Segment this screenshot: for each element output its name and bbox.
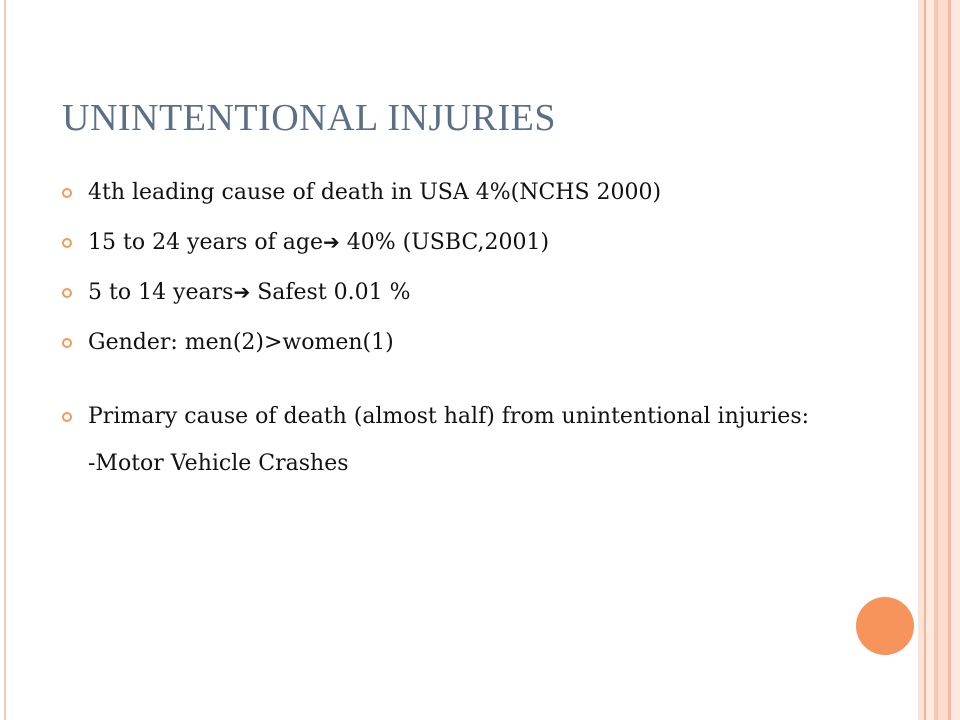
bullet-text: Gender: men(2)>women(1) — [88, 330, 394, 355]
bullet-circle-icon — [62, 188, 72, 198]
right-stripe — [926, 0, 934, 720]
bullet-circle-icon — [62, 338, 72, 348]
right-stripe — [938, 0, 948, 720]
bullet-item — [62, 276, 842, 309]
arrow-right-icon: ➔ — [233, 280, 251, 304]
arrow-right-icon: ➔ — [323, 230, 340, 254]
left-border-line — [4, 0, 6, 720]
bullet-circle-icon — [62, 412, 72, 422]
bullet-item — [62, 326, 842, 359]
bullet-text: Safest 0.01 % — [250, 280, 411, 305]
bullet-text: 5 to 14 years — [88, 280, 234, 305]
bullet-text: 40% (USBC,2001) — [339, 230, 550, 255]
bullet-item — [62, 176, 842, 209]
sub-item: -Motor Vehicle Crashes — [88, 451, 349, 476]
right-stripe — [951, 0, 960, 720]
bullet-circle-icon — [62, 288, 72, 298]
bullet-item — [62, 400, 842, 433]
bullet-text: Primary cause of death (almost half) from unintentional injuries: — [88, 404, 810, 429]
accent-circle — [856, 597, 914, 655]
bullet-item — [62, 226, 842, 259]
bullet-text: 4th leading cause of death in USA 4%(NCHS 2000) — [88, 180, 662, 205]
bullet-circle-icon — [62, 238, 72, 248]
bullet-list — [62, 176, 842, 480]
slide-title: UNINTENTIONAL INJURIES — [62, 97, 557, 139]
bullet-text: 15 to 24 years of age — [88, 230, 324, 255]
